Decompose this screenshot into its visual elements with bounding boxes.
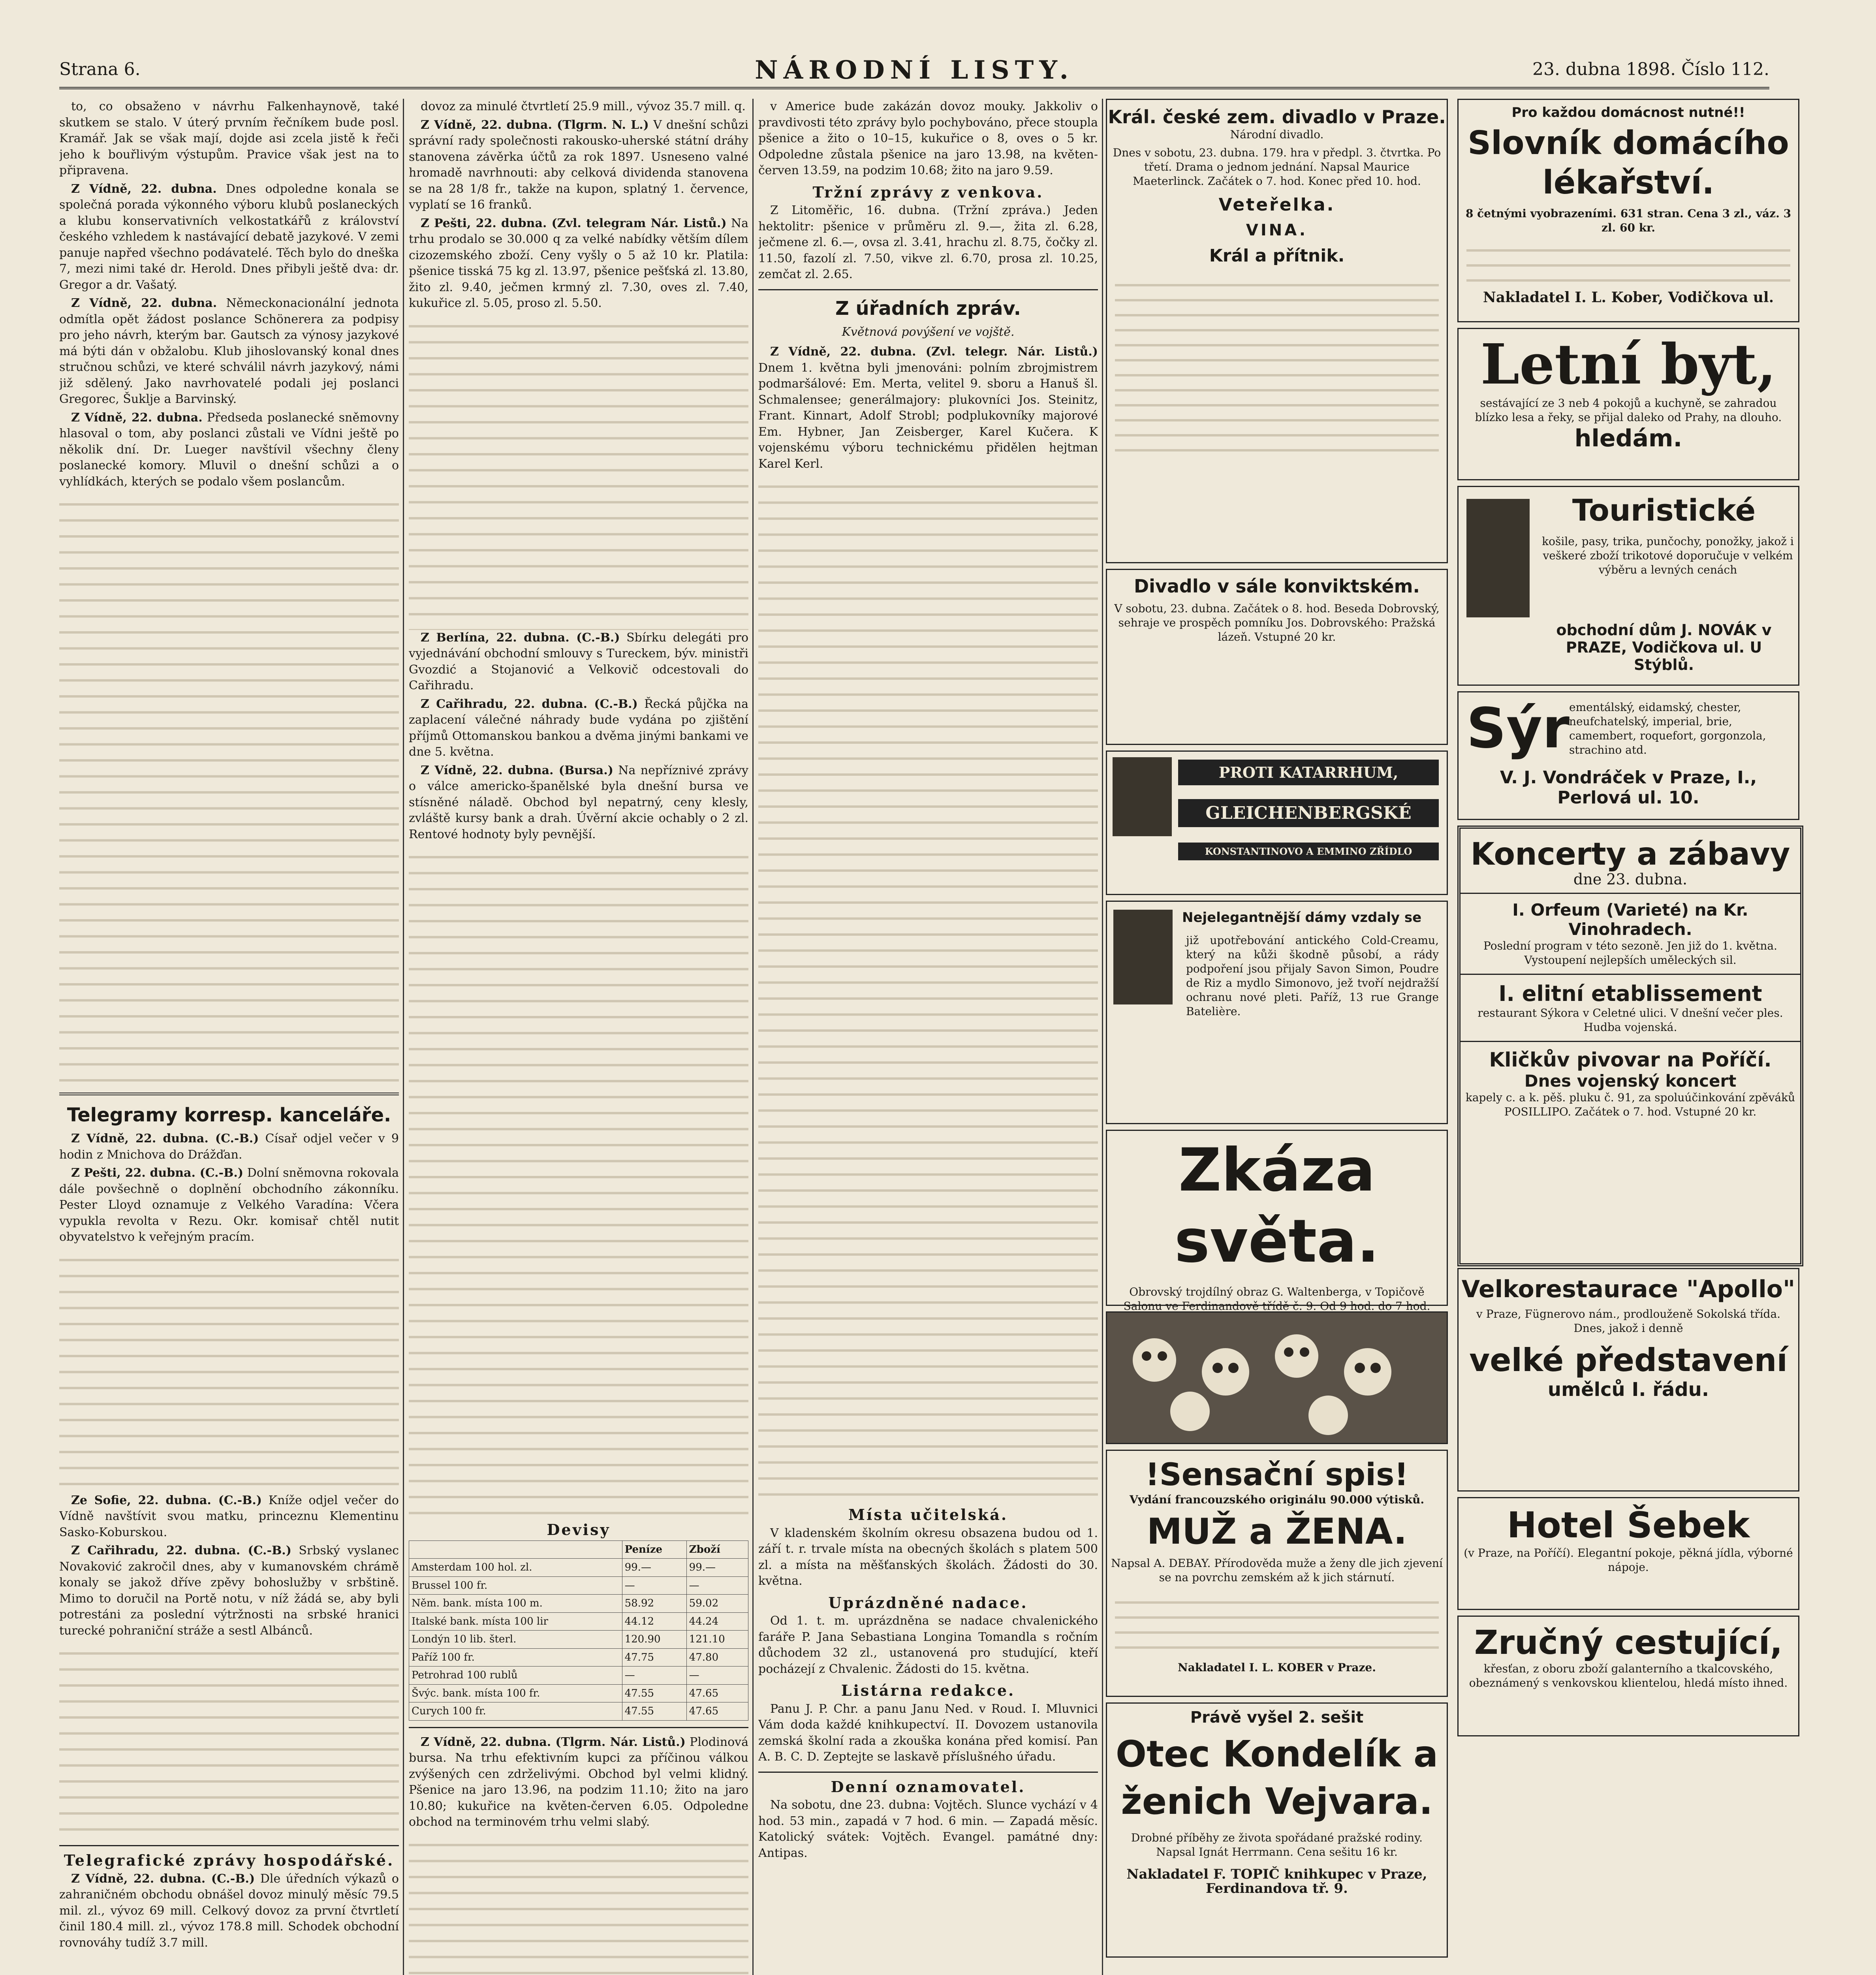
dispatch-head: Z Berlína, 22. dubna. (C.-B.) [421,630,620,645]
filler-text [409,845,748,1516]
table-row [409,1595,748,1613]
divider [758,1772,1098,1773]
dispatch-head: Z Vídně, 22. dubna. [71,296,217,310]
theatre-text: Dnes v sobotu, 23. dubna. 179. hra v předpl. 3. čtvrtka. Po třetí. Drama o jednom jednání. Napsal Maurice Maeterlinck. Začátek o 7. hod. Konec před 10. hod. [1113,146,1441,188]
letni-byt-ad [1457,328,1799,480]
slovnik-pretitle: Pro každou domácnost nutné!! [1511,105,1745,120]
column-separator [403,99,404,1975]
table-cell: Švýc. bank. místa 100 fr. [409,1684,622,1702]
table-cell: — [622,1667,686,1685]
theatre-subtitle: Národní divadlo. [1230,128,1324,141]
table-cell: 44.24 [686,1612,748,1631]
cestujici-title: Zručný cestující, [1474,1623,1783,1662]
filler-text [758,474,1098,1501]
table-cell: Něm. bank. místa 100 m. [409,1595,622,1613]
newspaper-title: NÁRODNÍ LISTY. [755,55,1074,85]
section-heading-trade: Tržní zprávy z venkova. [812,183,1044,201]
apollo-title: Velkorestaurace "Apollo" [1461,1275,1795,1303]
tel-text: Srbský vyslanec Novaković zakročil dnes, aby v kumanovském chrámě konaly se jakož dříve zpěvy bohoslužby v srbštině. Mimo to doručil na Portě notu, v níž žádá se, aby byli potrestáni za poslední výtržnosti na srbské hranici turecké pohraniční stráže a sestl Albánců. [59,1544,399,1638]
section-heading-misc: Místa učitelská. [848,1506,1008,1524]
touristicke-shop: obchodní dům J. NOVÁK v PRAZE, Vodičkova ul. U Stýblů. [1556,621,1772,673]
tel-text: Kníže odjel večer do Vídně navštívit svou matku, princeznu Klementinu Sasko-Koburskou. [59,1493,399,1539]
sensacni-title: !Sensační spis! [1145,1457,1408,1493]
dispatch-text: Předseda poslanecké sněmovny hlasoval o tom, aby poslanci zůstali ve Vídni ještě po několik dní. Dr. Lueger navštívil všechny členy poslanecké komory. Mluvil o dnešní schůzi a o vyhlídkách, kterých se podalo všem poslancům. [59,410,399,489]
table-row [409,1702,748,1721]
divider [1461,1041,1800,1042]
konvikt-text: V sobotu, 23. dubna. Začátek o 8. hod. Beseda Dobrovský, sehraje ve prospěch pomníku Jos. Dobrovského: Pražská lázeň. Vstupné 20 kr. [1114,602,1440,643]
section-heading-letters: Listárna redakce. [841,1682,1015,1699]
dispatch-text: Sbírku delegáti pro vyjednávání obchodní smlouvy s Tureckem, býv. ministři Gvozdić a Stojanović a Velkovič odcestovali do Cařihradu. [409,630,748,692]
filler-text [59,492,399,1085]
theatre-play: Veteřelka. [1218,195,1335,215]
kondelik-title: Otec Kondelík a ženich Vejvara. [1115,1733,1438,1823]
touristicke-title: Touristické [1572,493,1756,528]
letters-text: Panu J. P. Chr. a panu Janu Ned. v Roud. I. Mluvnici Vám doda každé knihkupectví. II. Dovozem ustanovila zemská školní rada a zkouška konána před komisí. Pan A. B. C. D. Zeptejte se laskavě příslušného úřadu. [758,1702,1098,1764]
theatre-title: Král. české zem. divadlo v Praze. [1108,106,1446,128]
slovnik-text: 8 četnými vyobrazeními. 631 stran. Cena 3 zl., váz. 3 zl. 60 kr. [1465,207,1791,234]
tel-head: Z Pešti, 22. dubna. (C.-B.) [71,1166,244,1180]
tel-head: Z Cařihradu, 22. dubna. (C.-B.) [71,1544,291,1557]
page-number: Strana 6. [59,59,141,79]
dispatch-text: Na trhu prodalo se 30.000 q za velké nabídky větším dílem cizozemského zboží. Ceny vyšly o 5 až 10 kr. Platila: pšenice tisská 75 kg zl. 13.97, pšenice pešťská zl. 13.80, žito zl. 9.40, ječmen krmný zl. 7.30, oves zl. 7.40, kukuřice zl. 5.05, proso zl. 5.50. [409,216,748,310]
slovnik-ad [1457,99,1799,322]
klickuv-subtitle: Dnes vojenský koncert [1524,1071,1737,1091]
table-cell: Londýn 10 lib. šterl. [409,1631,622,1649]
divider [758,289,1098,290]
muz-title: MUŽ a ŽENA. [1147,1511,1407,1552]
syr-ad [1457,691,1799,820]
trade-text: Z Litoměřic, 16. dubna. (Tržní zpráva.) Jeden hektolitr: pšenice v průměru zl. 9.—, žita zl. 6.28, ječmene zl. 6.—, ovsa zl. 3.41, hrachu zl. 8.75, čočky zl. 11.50, fazolí zl. 7.50, vikve zl. 6.70, prosa zl. 10.25, zemčat zl. 2.65. [758,203,1098,281]
filler-text [409,1833,748,1975]
tel-text: Císař odjel večer v 9 hodin z Mnichova do Drážďan. [59,1132,399,1162]
apollo-ad [1457,1268,1799,1492]
table-row [409,1667,748,1685]
table-cell: Amsterdam 100 hol. zl. [409,1559,622,1577]
koncerty-date: dne 23. dubna. [1573,871,1688,888]
tel-head: Z Vídně, 22. dubna. (C.-B.) [71,1132,259,1146]
zkaza-text: Obrovský trojdílný obraz G. Waltenberga, v Topičově Salonu ve Ferdinandově třídě č. 9. Od 9 hod. do 7 hod. [1123,1285,1430,1313]
elitni-text: restaurant Sýkora v Celetné ulici. V dnešní večer ples. Hudba vojenská. [1477,1006,1783,1034]
touristicke-text: košile, pasy, trika, punčochy, ponožky, jakož i veškeré zboží trikotové doporučuje v velkém výběru a levných cenách [1542,535,1794,576]
filler-text [59,1248,399,1493]
katarrh-brand: GLEICHENBERGSKÉ [1178,799,1439,827]
cestujici-text: křesťan, z oboru zboží galanterního a tkalcovského, obeznámený s venkovskou klientelou, hledá místo ihned. [1469,1662,1788,1689]
table-cell: Petrohrad 100 rublů [409,1667,622,1685]
econ-text: Dle úředních výkazů o zahraničném obchodu obnášel dovoz minulý měsíc 79.5 mil. zl., vývoz 69 mill. Celkový dovoz za první čtvrtletí činil 180.4 mill. zl., vývoz 178.8 mill. Schodek obchodní rovnováhy tudíž 3.7 mill. [59,1872,399,1950]
kondelik-ad [1106,1702,1448,1958]
konvikt-ad [1106,569,1448,745]
column-separator [1102,99,1103,1975]
table-row [409,1631,748,1649]
muz-text: Napsal A. DEBAY. Přírodověda muže a ženy dle jich zjevení se na povrchu zemském až k jich stárnutí. [1111,1557,1443,1584]
filler-text [1115,1591,1439,1654]
misc-text: V kladenském školním okresu obsazena budou od 1. září t. r. trvale místa na obecných školách s platem 500 zl. a místa na měšťanských školách. Žádosti do 30. května. [758,1526,1098,1588]
table-cell: 59.02 [686,1595,748,1613]
letni-text: sestávající ze 3 neb 4 pokojů a kuchyně, se zahradou blízko lesa a řeky, se přijal daleko od Prahy, na dlouho. [1475,397,1782,424]
section-heading-calendar: Denní oznamovatel. [831,1778,1026,1796]
zkaza-ad [1106,1130,1448,1313]
theatre-ad [1106,99,1448,563]
dispatch-text: Dnes odpoledne konala se společná porada výkonného výboru klubů poslaneckých a klubu konservativních velkostatkářů z království českého vzhledem k nastávající debatě jazykové. V zemi panuje napřed všechno podávatelé. Těch bylo do dneška 7, mezi nimi také dr. Herold. Dnes přibyli ještě dva: dr. Gregor a dr. Vašatý. [59,182,399,292]
table-cell: 99.— [686,1559,748,1577]
bourse-text: Na nepříznivé zprávy o válce americko-španělské byla dnešní bursa ve stísněné náladě. Obchod byl nepatrný, ceny klesly, zvláště kursy bank a drah. Úvěrní akcie ochably o 2 zl. Rentové hodnoty byly pevnější. [409,763,748,841]
table-cell: 47.75 [622,1648,686,1667]
filler-text [1466,239,1790,286]
section-heading-econ: Telegrafické zprávy hospodářské. [64,1851,395,1869]
divider [1461,893,1800,894]
table-cell: 47.65 [686,1702,748,1721]
tel-text: Dolní sněmovna rokovala dále povšechně o doplnění obchodního zákonníku. Pester Lloyd oznamuje z Velkého Varadína: Včera vypukla revolta v Rezu. Okr. komisař chtěl nutit obyvatelstvo k veřejným pracím. [59,1166,399,1244]
table-row [409,1684,748,1702]
table-cell: 47.65 [686,1684,748,1702]
dispatch-text: Řecká půjčka na zaplacení válečné náhrady bude vydána po zjištění příjmů Ottomanskou bankou a dvěma jinými bankami ve dne 5. května. [409,697,748,759]
apollo-highlight: velké představení [1469,1342,1788,1379]
apollo-subtitle: umělců I. řádu. [1547,1379,1709,1401]
table-cell: — [622,1576,686,1595]
katarrh-subtitle: KONSTANTINOVO A EMMINO ZŘÍDLO [1178,843,1439,860]
table-cell: 120.90 [622,1631,686,1649]
cosmetic-title: Nejelegantnější dámy vzdaly se [1182,910,1422,925]
divider [1461,974,1800,975]
letni-title: Letní byt, [1480,332,1776,397]
table-cell: Italské bank. místa 100 lir [409,1612,622,1631]
klickuv-title: Kličkův pivovar na Poříčí. [1489,1048,1772,1071]
article-lead: v Americe bude zakázán dovoz mouky. Jakkoliv o pravdivosti této zprávy bylo pochybováno, přece stoupla pšenice a žito o 10–15, kukuřice o 8, oves o 5 kr. Odpoledne zůstala pšenice na jaro 13.98, na květen-červen 13.59, na podzim 10.68; žito na jaro 9.59. [758,100,1098,177]
table-cell: 47.55 [622,1684,686,1702]
zkaza-title: Zkáza světa. [1174,1136,1380,1276]
bourse-head: Z Vídně, 22. dubna. (Bursa.) [421,763,613,777]
crest-icon [1113,757,1172,836]
column-separator [752,99,754,1975]
table-cell: Paříž 100 fr. [409,1648,622,1667]
sensacni-subtitle: Vydání francouzského originálu 90.000 výtisků. [1129,1493,1425,1506]
muz-publisher: Nakladatel I. L. KOBER v Praze. [1178,1661,1376,1674]
orfeum-text: Poslední program v této sezoně. Jen již do 1. května. Vystoupení nejlepších uměleckých sil. [1483,939,1777,967]
konvikt-title: Divadlo v sále konviktském. [1133,576,1420,597]
column-2 [409,99,748,1975]
econ-head: Z Vídně, 22. dubna. (C.-B.) [71,1872,255,1886]
column-3 [758,99,1098,1975]
advertisements [1106,99,1817,1975]
column-1 [59,99,399,1975]
orfeum-title: I. Orfeum (Varieté) na Kr. Vinohradech. [1512,900,1748,939]
table-cell: — [686,1667,748,1685]
skulls-image-icon [1107,1313,1447,1443]
calendar-text: Na sobotu, dne 23. dubna: Vojtěch. Slunce vychází v 4 hod. 53 min., zapadá v 7 hod. 6 min. — Zapadá měsíc. Katolický svátek: Vojtěch. Evangel. památné dny: Antipas. [758,1798,1098,1860]
table-cell: Brussel 100 fr. [409,1576,622,1595]
dispatch-head: Z Pešti, 22. dubna. (Zvl. telegram Nár. Listů.) [421,216,727,230]
filler-text [409,314,748,630]
masthead [59,55,1769,89]
divider [409,1727,748,1728]
koncerty-title: Koncerty a zábavy [1470,837,1790,872]
letni-subtitle: hledám. [1574,425,1682,452]
slovnik-title: Slovník domácího lékařství. [1468,124,1789,201]
hotel-title: Hotel Šebek [1507,1505,1750,1546]
office-head: Z Vídně, 22. dubna. (Zvl. telegr. Nár. Listů.) [770,345,1098,359]
katarrh-title: PROTI KATARRHUM, [1178,760,1439,785]
grain-head: Z Vídně, 22. dubna. (Tlgrm. Nár. Listů.) [421,1735,686,1749]
kondelik-subtitle: Právě vyšel 2. sešit [1190,1708,1364,1727]
divider [59,1845,399,1846]
cestujici-ad [1457,1616,1799,1736]
section-heading-vacancy: Uprázdněné nadace. [828,1593,1028,1612]
dispatch-head: Z Vídně, 22. dubna. [71,410,203,425]
table-cell: 58.92 [622,1595,686,1613]
dispatch-text: Německonacionální jednota odmítla opět žádost poslance Schönerera za podpisy pro jeho návrh, kterým bar. Gautsch za výnosy jazykové má býti dán v obžalobu. Klub jihoslovanský konal dnes stručnou schůzi, ve které schválil návrh jazykový, námi již sdělený. Jako navrhovatelé podali jej poslanci Gregorec, Šuklje a Barvinský. [59,296,399,406]
bottle-icon [1113,910,1173,1004]
koncerty-section [1457,826,1803,1266]
dispatch-head: Z Cařihradu, 22. dubna. (C.-B.) [421,697,638,711]
table-cell: 44.12 [622,1612,686,1631]
office-text: Dnem 1. května byli jmenováni: polním zbrojmistrem podmaršálové: Em. Merta, velitel 9. sboru a Hanuš šl. Schmalensee; generálmajory: plukovníci Jos. Steinitz, Frant. Kinnart, Adolf Strobl; podplukovníky majorové Em. Hybner, Jan Zeisberger, Karel Kučera. K vojenskému výboru technickému přidělen hejtman Karel Kerl. [758,361,1098,471]
tourist-figure-icon [1466,499,1530,617]
syr-shop: V. J. Vondráček v Praze, I., Perlová ul. 10. [1500,767,1757,808]
table-cell: 47.80 [686,1648,748,1667]
section-heading-office: Z úřadních zpráv. [835,297,1021,320]
table-row [409,1648,748,1667]
touristicke-ad [1457,486,1799,686]
slovnik-publisher: Nakladatel I. L. Kober, Vodičkova ul. [1483,289,1774,306]
syr-title: Sýr [1466,696,1570,761]
exchange-table [409,1540,748,1721]
sensacni-ad [1106,1450,1448,1697]
table-header: Zboží [686,1540,748,1559]
dispatch-head: Z Vídně, 22. dubna. (Tlgrm. N. L.) [421,118,649,132]
elitni-title: I. elitní etablissement [1498,981,1762,1006]
kondelik-text: Drobné příběhy ze života spořádané pražské rodiny. Napsal Ignát Herrmann. Cena sešitu 16 kr. [1131,1831,1423,1858]
hotel-text: (v Praze, na Poříčí). Elegantní pokoje, pěkná jídla, výborné nápoje. [1464,1546,1793,1574]
theatre-play: Král a přítnik. [1209,246,1345,266]
tel-head: Ze Sofie, 22. dubna. (C.-B.) [71,1493,262,1507]
table-cell: 47.55 [622,1702,686,1721]
filler-text [1115,274,1439,463]
table-row [409,1612,748,1631]
cosmetic-text: již upotřebování antického Cold-Creamu, který na kůži škodně působí, a rády podpoření jsou přijaly Savon Simon, Poudre de Riz a mydlo Simonovo, jež tvoří nejdražší ochranu nové pleti. Paříž, 13 rue Grange Batelière. [1186,934,1439,1018]
table-header: Peníze [622,1540,686,1559]
table-cell: 121.10 [686,1631,748,1649]
apollo-text: v Praze, Fügnerovo nám., prodlouženě Sokolská třída. Dnes, jakož i denně [1476,1307,1781,1335]
issue-date: 23. dubna 1898. Číslo 112. [1532,59,1769,79]
table-row [409,1576,748,1595]
skull-illustration [1106,1311,1448,1444]
filler-text [59,1641,399,1839]
table-cell: — [686,1576,748,1595]
cosmetic-ad [1106,901,1448,1124]
katarrh-ad [1106,750,1448,895]
dispatch-text: V dnešní schůzi správní rady společnosti rakousko-uherské státní dráhy stanovena závěrka účtů za rok 1897. Usneseno valné hromadě navrhnouti: aby celková dividenda stanovena se na 28 1/8 fr., takže na kupon, splatný 1. července, vyplatí se 16 franků. [409,118,748,212]
table-cell: 99.— [622,1559,686,1577]
theatre-play: VINA. [1246,221,1308,239]
grain-text: Plodinová bursa. Na trhu efektivním kupci za příčinou válkou zvýšených cen zdrželivými. Obchod byl velmi klidný. Pšenice na jaro 13.96, na podzim 11.10; žito na jaro 10.80; kukuřice na květen-červen 6.05. Odpoledne obchod na terminovém trhu velmi slabý. [409,1735,748,1829]
table-cell: Curych 100 fr. [409,1702,622,1721]
vacancy-text: Od 1. t. m. uprázdněna se nadace chvalenického faráře P. Jana Sebastiana Longina Tomandla s ročním důchodem 32 zl., ustanovená pro studující, kteří pocházejí z Chvalenic. Žádosti do 15. května. [758,1614,1098,1676]
kondelik-publisher: Nakladatel F. TOPIČ knihkupec v Praze, Ferdinandova tř. 9. [1126,1866,1427,1896]
hotel-ad [1457,1497,1799,1610]
klickuv-text: kapely c. a k. pěš. pluku č. 91, za spoluúčinkování zpěváků POSILLIPO. Začátek o 7. hod. Vstupné 20 kr. [1465,1091,1795,1118]
dispatch-head: Z Vídně, 22. dubna. [71,182,217,196]
article-lead: dovoz za minulé čtvrtletí 25.9 mill., vývoz 35.7 mill. q. [421,100,746,113]
table-header [409,1540,622,1559]
article-lead: to, co obsaženo v návrhu Falkenhaynově, také skutkem se stalo. V úterý prvním řečníkem bude posl. Kramář. Jak se však mají, dojde asi zcela jistě k řeči jeho k bouřlivým výstupům. Pravice však jest na to připravena. [59,100,399,177]
office-subheading: Květnová povýšení ve vojště. [842,325,1015,339]
section-heading-telegrams: Telegramy korresp. kanceláře. [67,1104,391,1126]
syr-text: ementálský, eidamský, chester, neufchatelský, imperial, brie, camembert, roquefort, gorgonzola, strachino atd. [1569,701,1766,756]
divider [59,1093,399,1095]
table-row [409,1559,748,1577]
section-heading-devisy: Devisy [547,1521,611,1539]
